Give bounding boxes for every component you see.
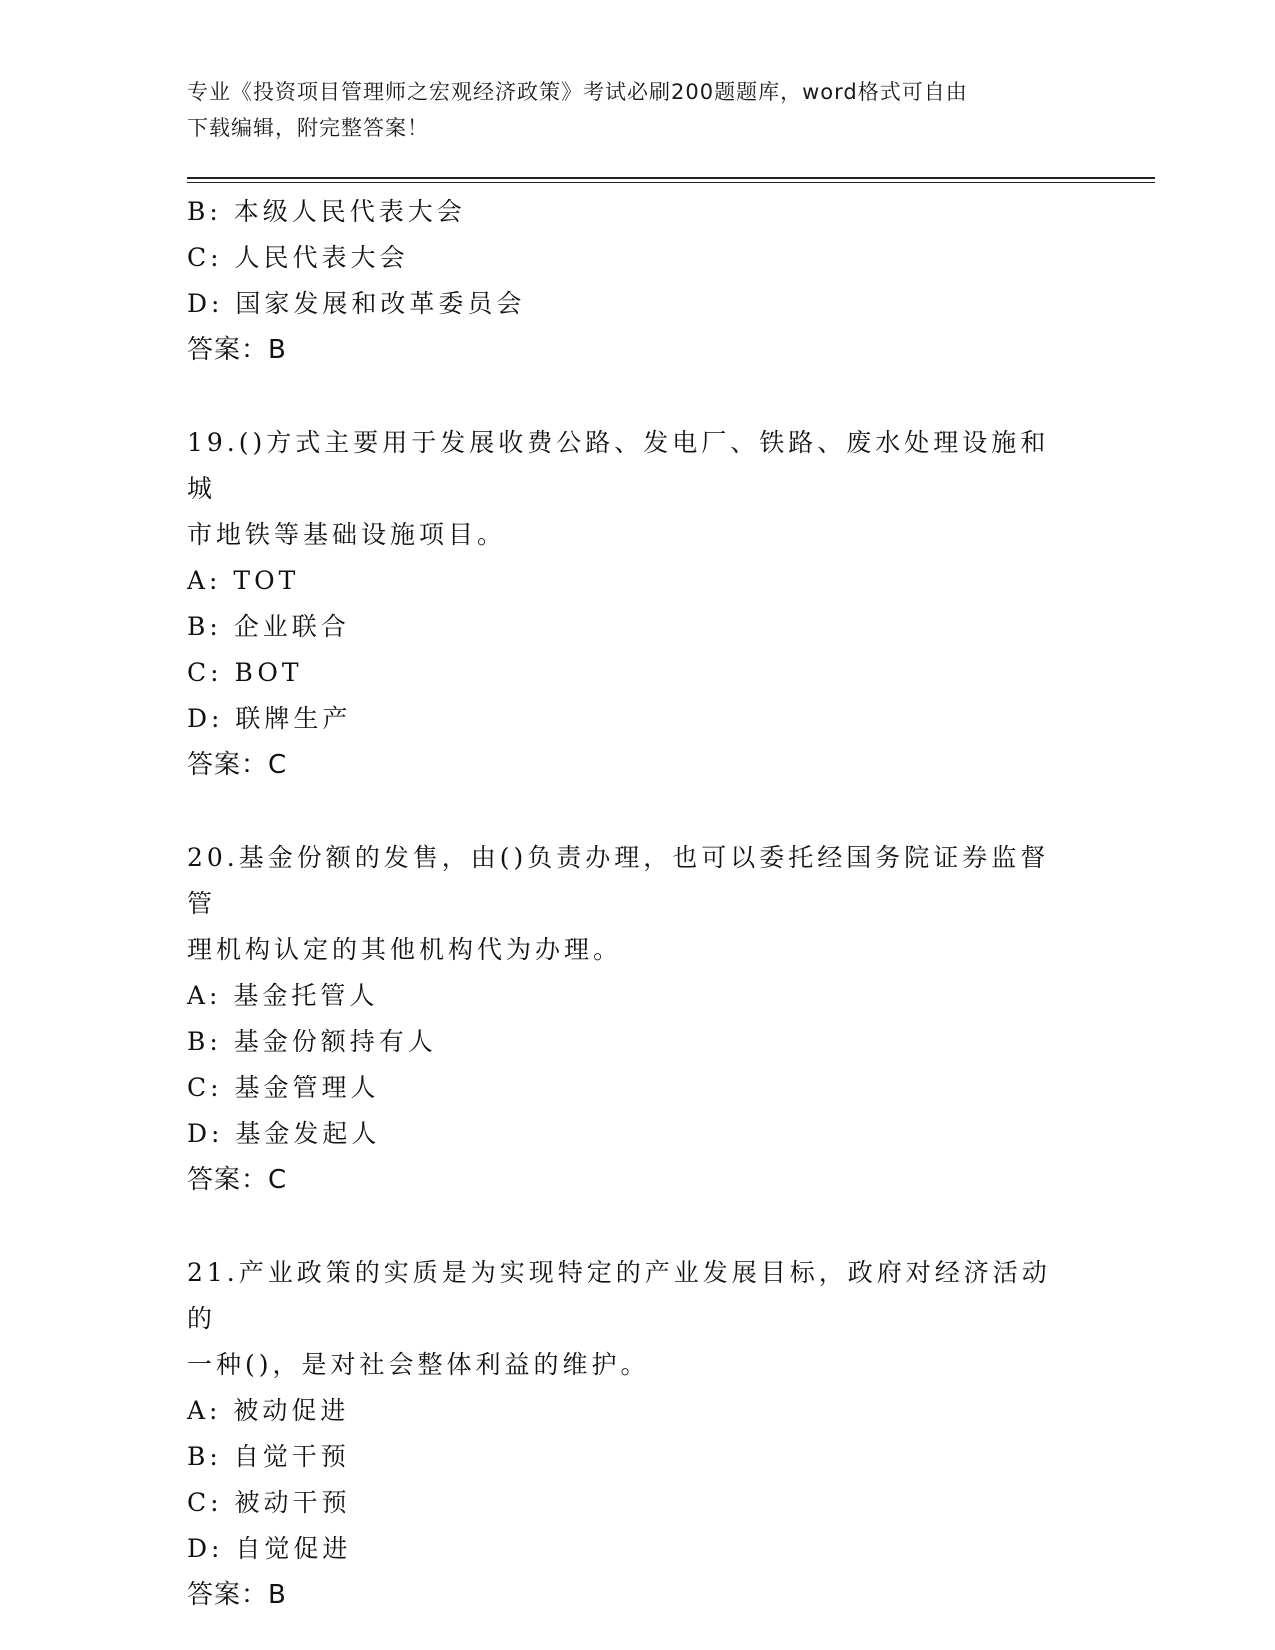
question-18-option-d: D: 国家发展和改革委员会: [187, 289, 526, 318]
header-divider-thin: [187, 182, 1155, 183]
question-21-stem-line-2: 一种()，是对社会整体利益的维护。: [187, 1350, 650, 1379]
question-19-stem: [187, 420, 1077, 558]
spacer: [187, 1203, 1087, 1250]
question-21: [187, 1250, 1087, 1618]
question-21-stem-line-1: 21.产业政策的实质是为实现特定的产业发展目标，政府对经济活动的: [187, 1258, 1051, 1333]
question-19-option-c: C: BOT: [187, 658, 303, 687]
question-20-option-b: B: 基金份额持有人: [187, 1027, 437, 1056]
spacer: [187, 788, 1087, 835]
question-18: [187, 189, 1087, 373]
question-list: [187, 189, 1087, 1618]
header-title-line-1: 专业《投资项目管理师之宏观经济政策》考试必刷200题题库，word格式可自由: [187, 80, 968, 104]
question-19-answer: 答案：C: [187, 750, 288, 780]
question-20-option-c: C: 基金管理人: [187, 1073, 380, 1102]
spacer: [187, 373, 1087, 420]
question-19-option-a: A: TOT: [187, 566, 300, 595]
header-divider-thick: [187, 177, 1155, 179]
question-19-stem-line-1: 19.()方式主要用于发展收费公路、发电厂、铁路、废水处理设施和城: [187, 428, 1050, 503]
question-19-option-b: B: 企业联合: [187, 612, 350, 641]
question-20-stem: [187, 835, 1077, 973]
question-21-option-c: C: 被动干预: [187, 1488, 351, 1517]
question-21-option-b: B: 自觉干预: [187, 1442, 350, 1471]
question-19-stem-line-2: 市地铁等基础设施项目。: [187, 520, 507, 549]
question-21-answer: 答案：B: [187, 1580, 287, 1610]
question-18-answer: 答案：B: [187, 335, 287, 365]
question-19: [187, 420, 1087, 788]
question-19-option-d: D: 联牌生产: [187, 704, 352, 733]
question-18-option-b: B: 本级人民代表大会: [187, 197, 466, 226]
question-20-stem-line-1: 20.基金份额的发售，由()负责办理，也可以委托经国务院证券监督管: [187, 843, 1050, 918]
question-20-option-a: A: 基金托管人: [187, 981, 379, 1010]
document-header: [187, 74, 1067, 146]
question-20-stem-line-2: 理机构认定的其他机构代为办理。: [187, 935, 623, 964]
question-20-option-d: D: 基金发起人: [187, 1119, 381, 1148]
question-21-option-d: D: 自觉促进: [187, 1534, 352, 1563]
question-20-answer: 答案：C: [187, 1165, 288, 1195]
question-18-option-c: C: 人民代表大会: [187, 243, 409, 272]
question-21-stem: [187, 1250, 1077, 1388]
question-20: [187, 835, 1087, 1203]
question-21-option-a: A: 被动促进: [187, 1396, 350, 1425]
header-title-line-2: 下载编辑，附完整答案！: [187, 116, 429, 140]
